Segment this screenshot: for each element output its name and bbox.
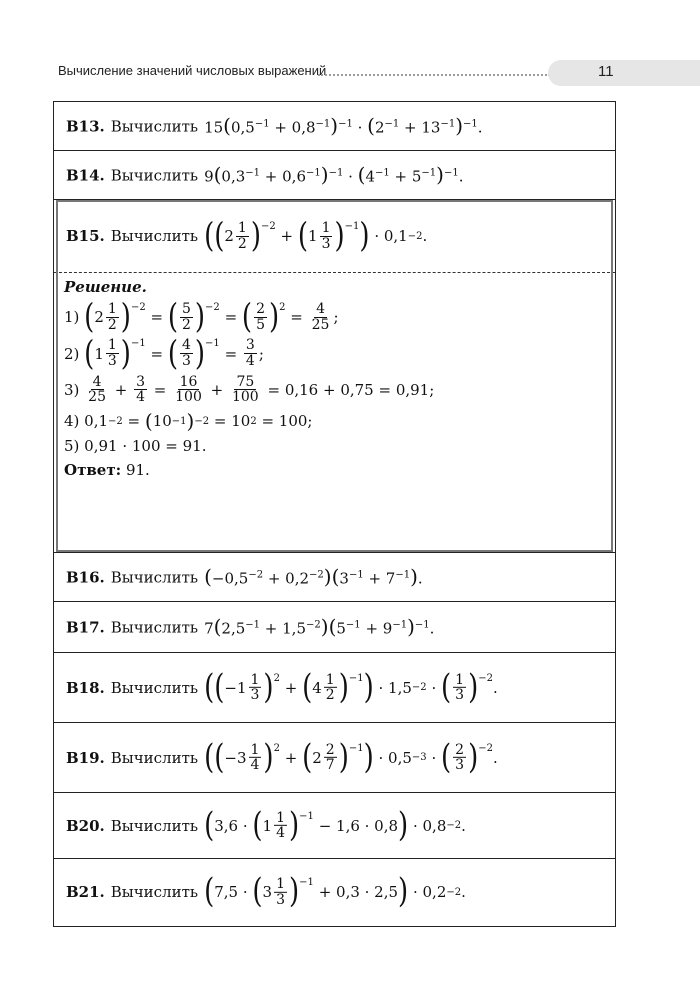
problem-row-b21 xyxy=(54,859,615,925)
problem-label: B19. xyxy=(66,748,105,767)
problem-row-b13 xyxy=(54,102,615,151)
solution-heading: Решение. xyxy=(64,278,147,296)
answer-value: 91. xyxy=(125,461,150,480)
solution-step-1: 1) ( 2 $\frac{1}{2}$ ) $^{-2}$ = ( $\frac{5}{2}$ ) $^{-2}$ = ( $\frac{2}{5}$ ) $^2$ = $\frac{4}{25}$ ; xyxy=(64,297,339,337)
problem-verb: Вычислить xyxy=(110,166,199,184)
problem-label: B17. xyxy=(66,618,105,636)
header-title: Вычисление значений числовых выражений xyxy=(58,63,327,78)
problem-expression: ( 7,5 · ( 3 $\frac{1}{3}$ ) $^{-1}$ + 0,3 · 2,5 ) · 0,2 −2 . xyxy=(204,872,466,912)
problem-row-b14 xyxy=(54,151,615,200)
solution-highlight-frame xyxy=(56,200,613,552)
problem-expression: ( ( 2 $\frac{1}{2}$ ) $^{-2}$ + ( 1 $\frac{1}{3}$ ) $^{-1}$ ) · 0,1 −2 . xyxy=(204,216,428,256)
problem-label: B16. xyxy=(66,568,105,586)
problem-verb: Вычислить xyxy=(110,883,199,901)
problem-verb: Вычислить xyxy=(110,678,199,697)
problem-verb: Вычислить xyxy=(110,568,199,586)
problem-expression: ( 3,6 · ( 1 $\frac{1}{4}$ ) $^{-1}$ − 1,6 · 0,8 ) · 0,8 −2 . xyxy=(204,806,466,845)
problem-label: B18. xyxy=(66,678,105,697)
problem-row-b17 xyxy=(54,602,615,653)
solution-step-3: 3) $\frac{4}{25}$ + $\frac{3}{4}$ = $\frac{16}{100}$ + $\frac{75}{100}$ = 0,16 + 0,75 = 0,91; xyxy=(64,373,435,406)
problem-verb: Вычислить xyxy=(110,227,199,245)
problem-expression: ( ( −1 $\frac{1}{3}$ ) $^2$ + ( 4 $\frac{1}{2}$ ) $^{-1}$ ) · 1,5 −2 · ( $\frac{1}{3}$ ) $^{-2}$ . xyxy=(204,668,498,707)
problem-verb: Вычислить xyxy=(110,816,199,835)
header-dotted-leader xyxy=(318,74,550,76)
problem-label: B13. xyxy=(66,117,105,135)
problem-expression: $15(0,5^{-1} + 0,8^{-1})^{-1} \cdot (2^{-1} + 13^{-1})^{-1}$. xyxy=(204,113,483,138)
solution-step-5: 5) 0,91 · 100 = 91. xyxy=(64,437,207,456)
problems-table xyxy=(53,101,616,927)
problem-expression: $7(2,5^{-1} + 1,5^{-2})(5^{-1} + 9^{-1})^{-1}$. xyxy=(204,614,435,639)
problem-row-b16 xyxy=(54,552,615,602)
problem-verb: Вычислить xyxy=(110,748,199,767)
page-header xyxy=(0,60,700,86)
answer-label: Ответ: xyxy=(64,461,122,480)
problem-label: B21. xyxy=(66,883,105,901)
problem-expression: $(-0,5^{-2} + 0,2^{-2})(3^{-1} + 7^{-1})$. xyxy=(204,564,423,589)
problem-row-b19 xyxy=(54,723,615,793)
solution-step-4: 4) 0,1 −2 = ( 10 −1 ) −2 = 10 2 = 100; xyxy=(64,409,313,434)
problem-label: B14. xyxy=(66,166,105,184)
problem-row-b18 xyxy=(54,653,615,723)
problem-expression: $9(0,3^{-1} + 0,6^{-1})^{-1} \cdot (4^{-1} + 5^{-1})^{-1}$. xyxy=(204,162,464,187)
page-number: 11 xyxy=(598,63,614,80)
problem-verb: Вычислить xyxy=(110,117,199,135)
problem-label: B15. xyxy=(66,227,105,245)
solution-step-2: 2) ( 1 $\frac{1}{3}$ ) $^{-1}$ = ( $\frac{4}{3}$ ) $^{-1}$ = $\frac{3}{4}$ ; xyxy=(64,334,264,374)
page-number-tab xyxy=(548,60,700,86)
problem-expression: ( ( −3 $\frac{1}{4}$ ) $^2$ + ( 2 $\frac{2}{7}$ ) $^{-1}$ ) · 0,5 −3 · ( $\frac{2}{3}$ ) $^{-2}$ . xyxy=(204,738,498,777)
problem-row-b20 xyxy=(54,793,615,859)
problem-verb: Вычислить xyxy=(110,618,199,636)
problem-label: B20. xyxy=(66,816,105,835)
